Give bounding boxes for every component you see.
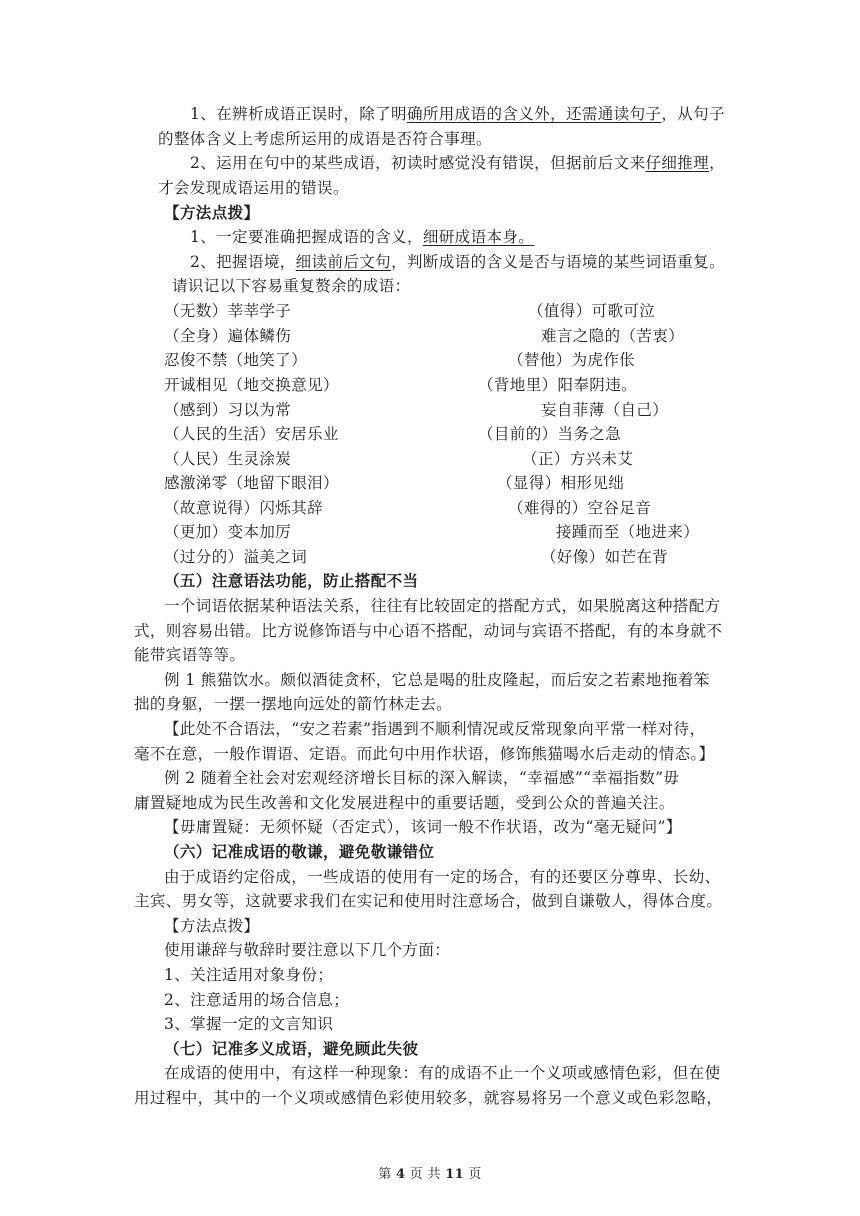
- method-heading: 【方法点拨】: [164, 203, 260, 222]
- point2-line2: 才会发现成语运用的错误。: [158, 179, 349, 197]
- idiom-right: （值得）可歌可泣: [528, 302, 656, 320]
- idiom-left: （人民）生灵涂炭: [164, 450, 292, 468]
- text-run: ，从句子: [661, 105, 725, 123]
- text-run: 2、运用在句中的某些成语，初读时感觉没有错误，但据前后文来: [190, 154, 646, 172]
- idiom-left: （无数）莘莘学子: [164, 302, 292, 320]
- text-run: 1、在辨析成语正误时，除了明: [190, 105, 407, 123]
- method-heading: 【方法点拨】: [164, 917, 260, 935]
- note-line: 毫不在意，一般作谓语、定语。而此句中用作状语，修饰熊猫喝水后走动的情态。】: [134, 745, 715, 763]
- underlined-text: 细研成语本身。: [422, 228, 535, 246]
- point2-line1: [190, 153, 725, 173]
- paragraph-line: 在成语的使用中，有这样一种现象：有的成语不止一个义项或感情色彩，但在使: [164, 1064, 721, 1082]
- point1-line2: 的整体含义上考虑所运用的成语是否符合事理。: [158, 130, 492, 148]
- idiom-right: （背地里）阳奉阴违。: [478, 376, 638, 394]
- paragraph-line: 由于成语约定俗成，一些成语的使用有一定的场合，有的还要区分尊卑、长幼、: [164, 868, 721, 886]
- idiom-left: （过分的）溢美之词: [164, 548, 308, 566]
- list-item: 3、掌握一定的文言知识: [164, 1015, 334, 1033]
- idiom-right: 妄自菲薄（自己）: [541, 401, 669, 419]
- example-line: 庸置疑地成为民生改善和文化发展进程中的重要话题，受到公众的普遍关注。: [134, 794, 675, 812]
- idiom-right: （好像）如芒在背: [541, 548, 669, 566]
- paragraph-line: 主宾、男女等，这就要求我们在实记和使用时注意场合，做到自谦敬人，得体合度。: [134, 892, 723, 910]
- idiom-right: （难得的）空谷足音: [508, 499, 652, 517]
- list-item: 1、关注适用对象身份；: [164, 966, 334, 984]
- note-line: 【毋庸置疑：无须怀疑（否定式），该词一般不作状语，改为“毫无疑问”】: [164, 818, 682, 836]
- method-item-2: [190, 252, 725, 272]
- underlined-text: 仔细推理: [645, 154, 710, 172]
- text-run: ，: [709, 154, 725, 172]
- total-pages-number: 11: [445, 1167, 464, 1182]
- paragraph-line: 一个词语依据某种语法关系，往往有比较固定的搭配方式，如果脱离这种搭配方: [164, 597, 721, 615]
- point1-line1: [190, 104, 725, 124]
- method-item-1: [190, 227, 534, 247]
- page-footer: [0, 1163, 860, 1182]
- text-run: 1、一定要准确把握成语的含义，: [190, 228, 423, 246]
- idiom-left: （感到）习以为常: [164, 401, 292, 419]
- list-item: 2、注意适用的场合信息；: [164, 991, 350, 1009]
- footer-text: 页: [463, 1167, 482, 1182]
- idiom-left: （人民的生活）安居乐业: [164, 425, 339, 443]
- example-line: 拙的身躯，一摆一摆地向远处的箭竹林走去。: [134, 695, 453, 713]
- text-run: ，判断成语的含义是否与语境的某些词语重复。: [391, 253, 725, 271]
- section-heading: （六）记准成语的敬谦，避免敬谦错位: [164, 842, 435, 861]
- idiom-right: （正）方兴未艾: [522, 450, 634, 468]
- idiom-right: （目前的）当务之急: [478, 425, 622, 443]
- current-page-number: 4: [396, 1167, 406, 1182]
- section-heading: （七）记准多义成语，避免顾此失彼: [164, 1039, 419, 1058]
- paragraph-line: 式，则容易出错。比方说修饰语与中心语不搭配，动词与宾语不搭配，有的本身就不: [134, 622, 723, 640]
- idiom-right: （显得）相形见绌: [497, 474, 625, 492]
- underlined-text: 确所用成语的含义外，还需通读句子: [406, 105, 662, 123]
- text-run: 2、把握语境，: [190, 253, 296, 271]
- footer-text: 第: [378, 1167, 397, 1182]
- note-line: 【此处不合语法，“安之若素”指遇到不顺利情况或反常现象向平常一样对待，: [164, 720, 706, 738]
- paragraph-line: 能带宾语等等。: [134, 646, 246, 664]
- idiom-left: （更加）变本加厉: [164, 523, 292, 541]
- idiom-left: 开诚相见（地交换意见）: [164, 376, 339, 394]
- idiom-left: （故意说得）闪烁其辞: [164, 499, 324, 517]
- idiom-list-intro: 请识记以下容易重复赘余的成语：: [172, 277, 411, 295]
- paragraph-line: 用过程中，其中的一个义项或感情色彩使用较多，就容易将另一个意义或色彩忽略，: [134, 1089, 723, 1107]
- paragraph-line: 使用谦辞与敬辞时要注意以下几个方面：: [164, 941, 451, 959]
- idiom-left: 感激涕零（地留下眼泪）: [164, 474, 339, 492]
- idiom-right: 难言之隐的（苦衷）: [541, 327, 685, 345]
- idiom-left: （全身）遍体鳞伤: [164, 327, 292, 345]
- example-line: 例 2 随着全社会对宏观经济增长目标的深入解读，“幸福感”“幸福指数”毋: [164, 769, 680, 787]
- idiom-right: （替他）为虎作伥: [508, 351, 636, 369]
- underlined-text: 细读前后文句: [295, 253, 392, 271]
- footer-text: 页 共: [405, 1167, 446, 1182]
- section-heading: （五）注意语法功能，防止搭配不当: [164, 571, 419, 590]
- idiom-left: 忍俊不禁（地笑了）: [164, 351, 308, 369]
- example-line: 例 1 熊猫饮水。颇似酒徒贪杯，它总是喝的肚皮隆起，而后安之若素地拖着笨: [164, 671, 710, 689]
- idiom-right: 接踵而至（地进来）: [556, 523, 700, 541]
